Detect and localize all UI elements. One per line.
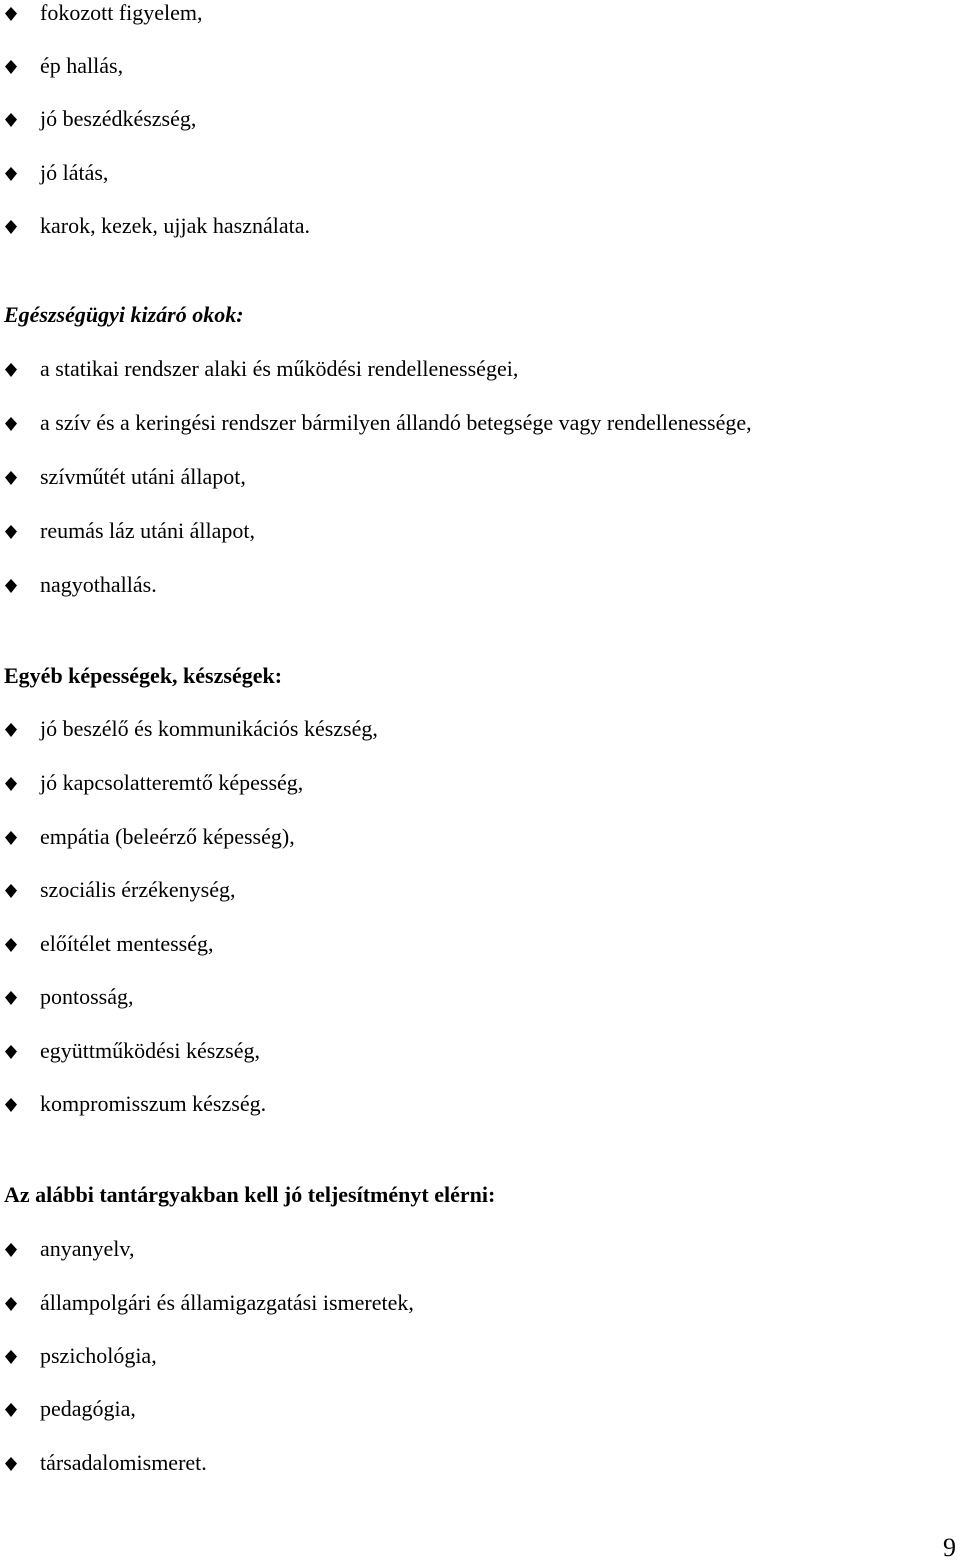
list-item [0,464,940,494]
list-item-text: anyanyelv, [40,1236,135,1261]
list-item [0,984,940,1014]
diamond-bullet-icon [4,1243,18,1257]
list-item-text: együttműködési készség, [40,1038,260,1063]
list-item-text: jó beszélő és kommunikációs készség, [40,716,378,741]
list-item-text: pontosság, [40,984,134,1009]
list-item-text: jó kapcsolatteremtő képesség, [40,770,304,795]
list-item [0,1038,940,1068]
list-item [0,356,940,386]
list-item [0,931,940,961]
list-item-text: nagyothallás. [40,572,157,597]
diamond-bullet-icon [4,525,18,539]
list-item [0,410,940,440]
list-item [0,572,940,602]
list-item [0,716,940,746]
diamond-bullet-icon [4,938,18,952]
list-item [0,0,940,30]
list-item-text: előítélet mentesség, [40,931,214,956]
diamond-bullet-icon [4,113,18,127]
list-item [0,213,940,243]
list-item [0,53,940,83]
list-item-text: jó látás, [40,160,109,185]
diamond-bullet-icon [4,1403,18,1417]
diamond-bullet-icon [4,1045,18,1059]
diamond-bullet-icon [4,1350,18,1364]
list-item [0,1396,940,1426]
list-item [0,1290,940,1320]
list-item-text: kompromisszum készség. [40,1091,267,1116]
diamond-bullet-icon [4,723,18,737]
diamond-bullet-icon [4,579,18,593]
skills-heading: Egyéb képességek, készségek: [4,663,283,688]
list-item-text: pedagógia, [40,1396,136,1421]
diamond-bullet-icon [4,167,18,181]
list-item [0,106,940,136]
diamond-bullet-icon [4,417,18,431]
list-item [0,518,940,548]
list-item-text: ép hallás, [40,53,124,78]
diamond-bullet-icon [4,777,18,791]
list-item-text: reumás láz utáni állapot, [40,518,256,543]
list-item [0,1236,940,1266]
list-item [0,160,940,190]
exclusions-heading: Egészségügyi kizáró okok: [4,302,244,327]
diamond-bullet-icon [4,991,18,1005]
list-item [0,1450,940,1480]
diamond-bullet-icon [4,471,18,485]
list-item-text: jó beszédkészség, [40,106,197,131]
diamond-bullet-icon [4,60,18,74]
list-item [0,1091,940,1121]
diamond-bullet-icon [4,884,18,898]
subjects-heading: Az alábbi tantárgyakban kell jó teljesítményt elérni: [4,1182,496,1207]
list-item-text: társadalomismeret. [40,1450,207,1475]
list-item-text: szociális érzékenység, [40,877,236,902]
diamond-bullet-icon [4,363,18,377]
list-item-text: fokozott figyelem, [40,0,203,25]
list-item-text: a szív és a keringési rendszer bármilyen állandó betegsége vagy rendellenessége, [40,410,752,435]
list-item [0,1343,940,1373]
diamond-bullet-icon [4,831,18,845]
list-item-text: pszichológia, [40,1343,157,1368]
diamond-bullet-icon [4,1098,18,1112]
diamond-bullet-icon [4,7,18,21]
diamond-bullet-icon [4,1457,18,1471]
list-item-text: állampolgári és államigazgatási ismeretek, [40,1290,414,1315]
diamond-bullet-icon [4,1297,18,1311]
page-number: 9 [943,1533,956,1562]
list-item-text: szívműtét utáni állapot, [40,464,246,489]
list-item [0,824,940,854]
list-item-text: karok, kezek, ujjak használata. [40,213,310,238]
diamond-bullet-icon [4,220,18,234]
list-item [0,877,940,907]
list-item-text: empátia (beleérző képesség), [40,824,295,849]
list-item-text: a statikai rendszer alaki és működési rendellenességei, [40,356,519,381]
list-item [0,770,940,800]
